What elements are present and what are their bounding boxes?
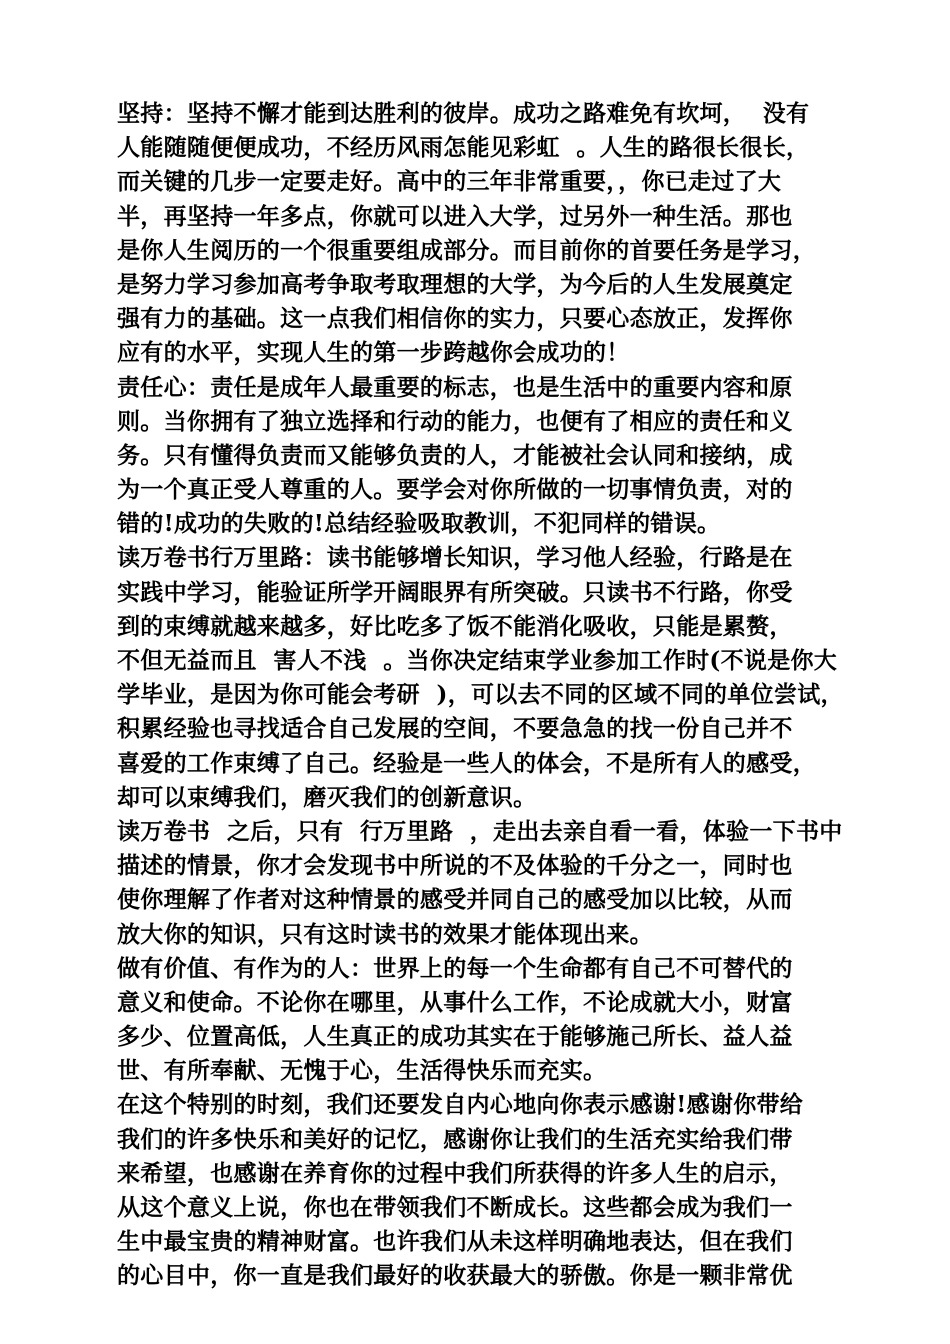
text-line: 实践中学习，能验证所学开阔眼界有所突破。只读书不行路，你受 xyxy=(117,578,793,606)
text-line: 我们的许多快乐和美好的记忆，感谢你让我们的生活充实给我们带 xyxy=(117,1125,793,1153)
text-line: 学毕业，是因为你可能会考研 )，可以去不同的区域不同的单位尝试， xyxy=(117,681,844,709)
text-line: 生中最宝贵的精神财富。也许我们从未这样明确地表达，但在我们 xyxy=(117,1228,793,1256)
text-line: 责任心：责任是成年人最重要的标志，也是生活中的重要内容和原 xyxy=(117,373,793,401)
text-line: 错的!成功的失败的!总结经验吸取教训，不犯同样的错误。 xyxy=(117,510,721,538)
text-line: 来希望，也感谢在养育你的过程中我们所获得的许多人生的启示， xyxy=(117,1159,793,1187)
text-line: 放大你的知识，只有这时读书的效果才能体现出来。 xyxy=(117,920,653,948)
text-line: 多少、位置高低，人生真正的成功其实在于能够施己所长、益人益 xyxy=(117,1023,793,1051)
text-line: 读万卷书行万里路：读书能够增长知识，学习他人经验，行路是在 xyxy=(117,544,793,572)
text-line: 使你理解了作者对这种情景的感受并同自己的感受加以比较，从而 xyxy=(117,886,793,914)
text-line: 应有的水平，实现人生的第一步跨越你会成功的！ xyxy=(117,339,630,367)
text-line: 则。当你拥有了独立选择和行动的能力，也便有了相应的责任和义 xyxy=(117,407,793,435)
text-line: 读万卷书 之后，只有 行万里路 ，走出去亲自看一看，体验一下书中 xyxy=(117,817,843,845)
text-line: 不但无益而且 害人不浅 。当你决定结束学业参加工作时(不说是你大 xyxy=(117,647,838,674)
text-line: 的心目中，你一直是我们最好的收获最大的骄傲。你是一颗非常优 xyxy=(117,1262,793,1290)
text-line: 在这个特别的时刻，我们还要发自内心地向你表示感谢!感谢你带给 xyxy=(117,1091,804,1119)
text-line: 半，再坚持一年多点，你就可以进入大学，过另外一种生活。那也 xyxy=(117,202,793,230)
text-line: 积累经验也寻找适合自己发展的空间，不要急急的找一份自己并不 xyxy=(117,715,793,743)
text-line: 而关键的几步一定要走好。高中的三年非常重要，，你已走过了大 xyxy=(117,168,782,196)
text-line: 世、有所奉献、无愧于心，生活得快乐而充实。 xyxy=(117,1057,607,1085)
text-line: 描述的情景，你才会发现书中所说的不及体验的千分之一，同时也 xyxy=(117,852,793,880)
text-line: 从这个意义上说，你也在带领我们不断成长。这些都会成为我们一 xyxy=(117,1194,793,1221)
text-line: 到的束缚就越来越多，好比吃多了饭不能消化吸收，只能是累赘， xyxy=(117,612,793,640)
text-line: 强有力的基础。这一点我们相信你的实力，只要心态放正，发挥你 xyxy=(117,305,793,333)
text-line: 坚持：坚持不懈才能到达胜利的彼岸。成功之路难免有坎坷， 没有 xyxy=(117,100,810,127)
body-text xyxy=(117,97,847,1294)
text-line: 喜爱的工作束缚了自己。经验是一些人的体会，不是所有人的感受， xyxy=(117,749,816,777)
text-line: 人能随随便便成功，不经历风雨怎能见彩虹 。人生的路很长很长， xyxy=(117,134,810,162)
text-line: 做有价值、有作为的人：世界上的每一个生命都有自己不可替代的 xyxy=(117,954,793,982)
text-line: 是你人生阅历的一个很重要组成部分。而目前你的首要任务是学习， xyxy=(117,236,816,264)
text-line: 却可以束缚我们，磨灭我们的创新意识。 xyxy=(117,783,537,811)
text-line: 是努力学习参加高考争取考取理想的大学，为今后的人生发展奠定 xyxy=(117,270,793,298)
text-line: 务。只有懂得负责而又能够负责的人，才能被社会认同和接纳，成 xyxy=(117,441,793,469)
text-line: 意义和使命。不论你在哪里，从事什么工作，不论成就大小，财富 xyxy=(117,988,793,1016)
text-line: 为一个真正受人尊重的人。要学会对你所做的一切事情负责，对的 xyxy=(117,476,793,504)
